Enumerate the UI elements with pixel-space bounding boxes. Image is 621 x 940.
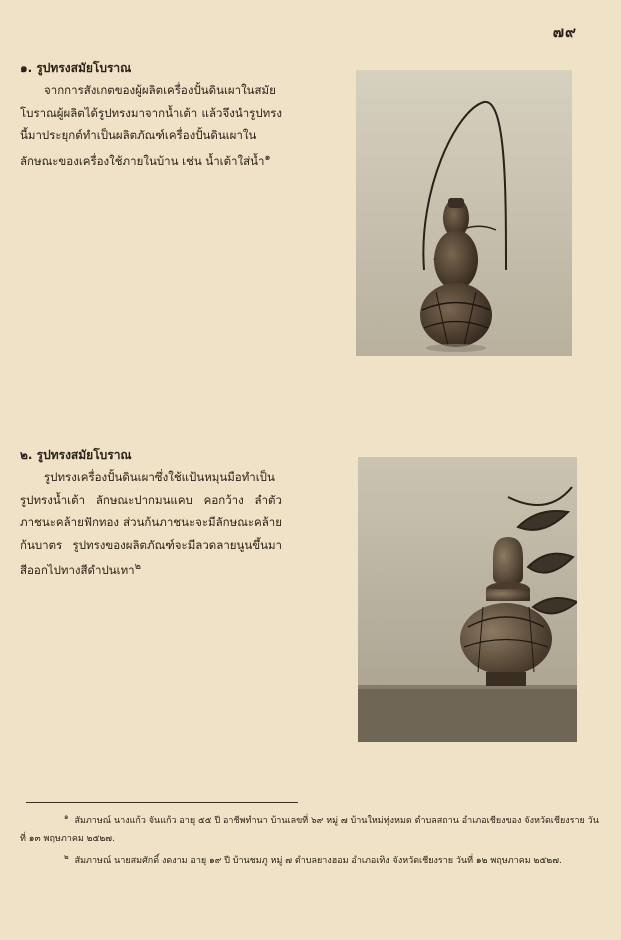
- section-1-body: จากการสังเกตของผู้ผลิตเครื่องปั้นดินเผาในสมัยโบราณผู้ผลิตได้รูปทรงมาจากน้ำเต้า แล้วจึงนำรูปทรงนี้มาประยุกต์ทำเป็นผลิตภัณฑ์เครื่องปั้นดินเผาในลักษณะของเครื่องใช้ภายในบ้าน เช่น น้ำเต้าใส่น้ำ: [20, 83, 282, 168]
- footnotes: [20, 808, 600, 870]
- section-2-text: [20, 466, 282, 581]
- gourd-pot-illustration: [358, 457, 577, 742]
- footnote-rule: [26, 802, 298, 803]
- gourd-shaped-pot-photo: [358, 457, 577, 742]
- gourd-water-vessel-photo: [356, 70, 572, 356]
- footnote-1-mark: ๑: [64, 813, 69, 821]
- page-number: ๗๙: [552, 23, 577, 41]
- section-2: [20, 444, 282, 581]
- section-2-heading: ๒. รูปทรงสมัยโบราณ: [20, 448, 132, 462]
- section-1-footnote-ref: ๑: [264, 151, 271, 163]
- section-2-footnote-ref: ๒: [134, 561, 141, 572]
- footnote-1: [20, 808, 600, 848]
- footnote-1-text: สัมภาษณ์ นางแก้ว จันแก้ว อายุ ๕๕ ปี อาชีพทำนา บ้านเลขที่ ๖๙ หมู่ ๗ บ้านใหม่ทุ่งหมด ตำบลสถาน อำเภอเชียงของ จังหวัดเชียงราย วันที่ ๑๓ พฤษภาคม ๒๕๒๗.: [20, 816, 599, 844]
- footnote-2: [20, 848, 600, 870]
- gourd-vessel-illustration: [356, 70, 572, 356]
- section-1-text: [20, 79, 282, 172]
- footnote-2-mark: ๒: [64, 853, 69, 861]
- section-1: [20, 57, 282, 172]
- section-1-heading: ๑. รูปทรงสมัยโบราณ: [20, 61, 132, 75]
- section-2-body: รูปทรงเครื่องปั้นดินเผาซึ่งใช้แป้นหมุนมือทำเป็นรูปทรงน้ำเต้า ลักษณะปากมนแคบ คอกว้าง ลำตัวภาชนะคล้ายฟักทอง ส่วนก้นภาชนะจะมีลักษณะคล้ายก้นบาตร รูปทรงของผลิตภัณฑ์จะมีลวดลายนูนขึ้นมา สีออกไปทางสีดำปนเทา: [20, 470, 282, 577]
- footnote-2-text: สัมภาษณ์ นายสมศักดิ์ งดงาม อายุ ๑๙ ปี บ้านชมภู หมู่ ๗ ตำบลยางฮอม อำเภอเทิง จังหวัดเชียงราย วันที่ ๑๒ พฤษภาคม ๒๕๒๗.: [74, 856, 562, 866]
